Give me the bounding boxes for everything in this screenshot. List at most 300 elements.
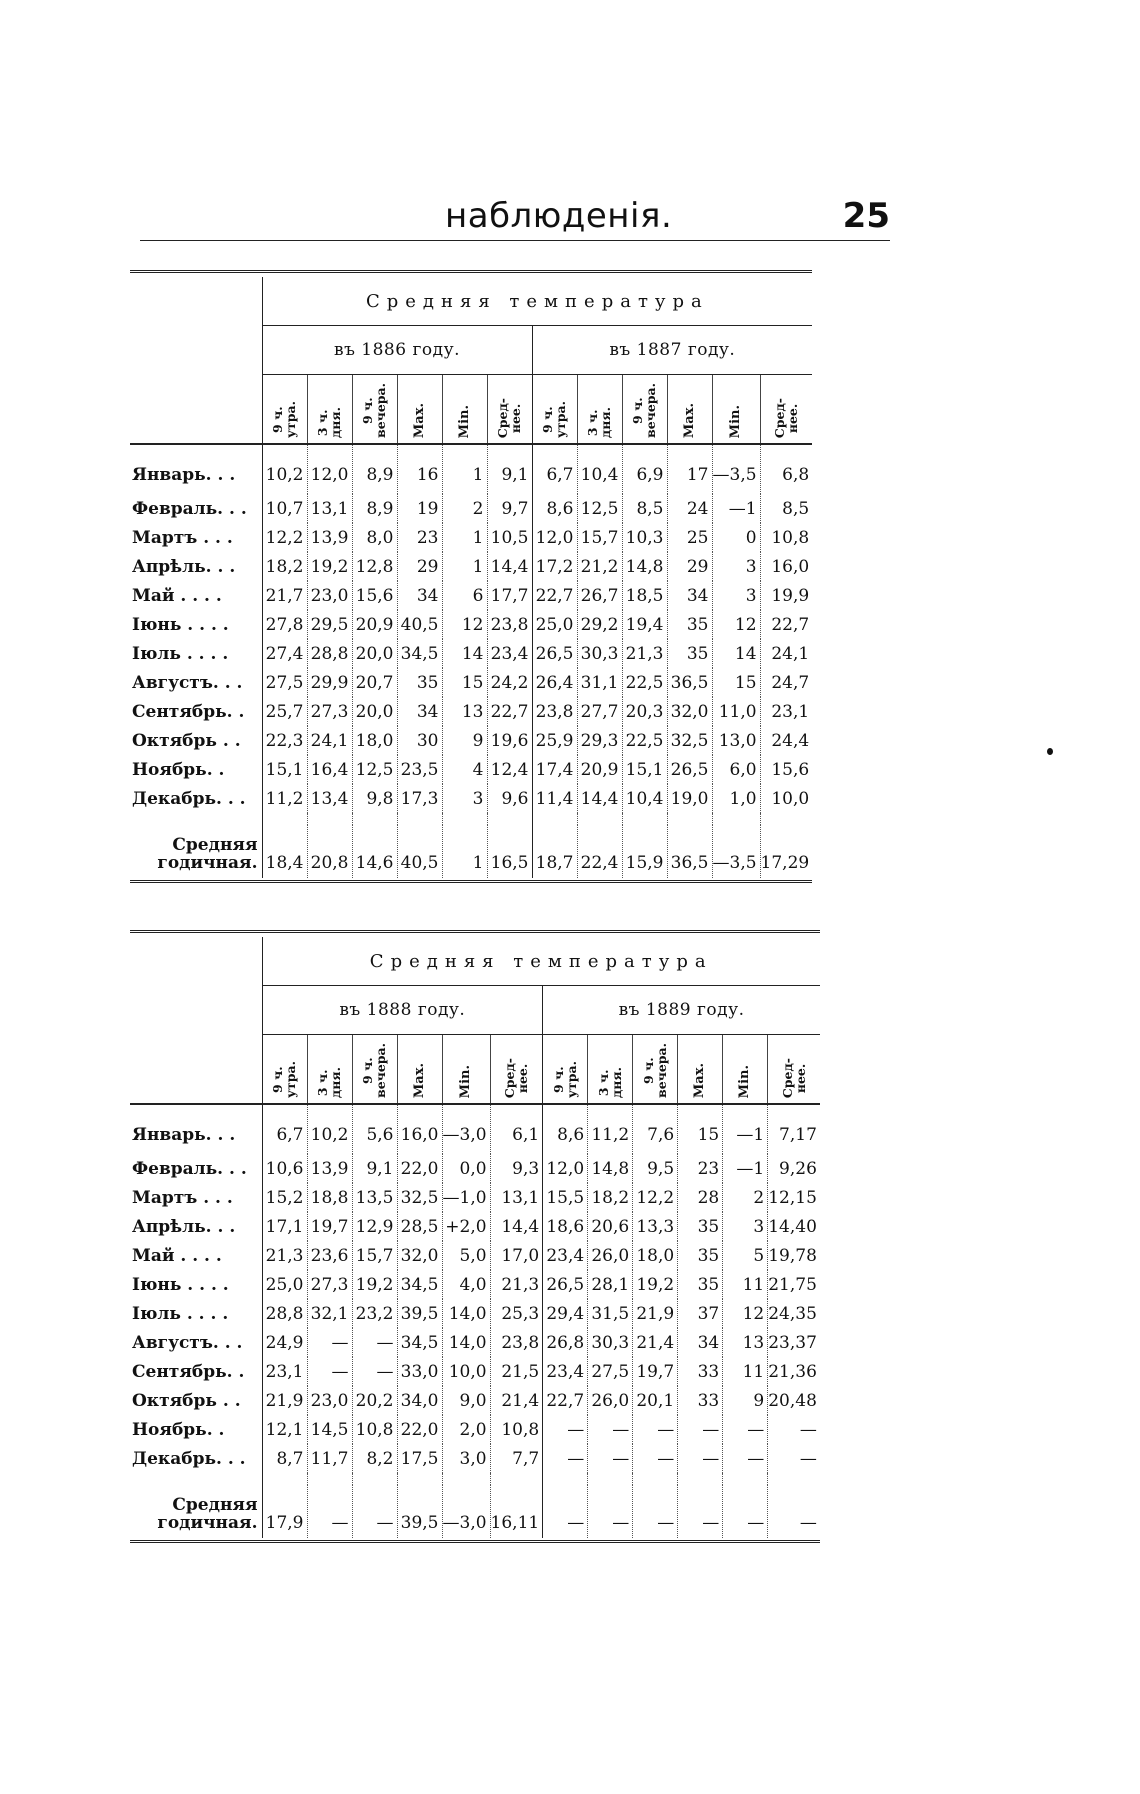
value-cell: 11,2 [262,784,307,813]
value-cell: 24,35 [768,1299,820,1328]
column-header [490,1035,543,1105]
column-header-label: 9 ч. утра. [540,401,569,438]
value-cell: 29,5 [307,610,352,639]
value-cell: 19,78 [768,1241,820,1270]
month-label: Май . . . . [132,585,222,606]
value-cell: 23,4 [543,1357,588,1386]
value-cell: 29 [667,552,712,581]
value-cell: 25,7 [262,697,307,726]
value-cell: 28,8 [307,639,352,668]
gap-cell [532,813,577,825]
month-label: Октябрь . . [132,730,241,751]
value-cell: 10,4 [622,784,667,813]
value-cell: 9,3 [490,1154,543,1183]
value-cell: 25,0 [532,610,577,639]
gap-cell [678,1473,723,1485]
gap-cell [622,813,667,825]
value-cell: 27,3 [307,1270,352,1299]
month-label: Октябрь . . [132,1390,241,1411]
table-row [130,784,812,813]
value-cell: 4 [442,755,487,784]
temperature-table-1888-1889 [130,930,820,1543]
month-label: Мартъ . . . [132,1187,233,1208]
annual-row [130,1485,820,1538]
value-cell: — [543,1444,588,1473]
gap-cell [577,813,622,825]
value-cell: 12,2 [633,1183,678,1212]
value-cell: 31,5 [588,1299,633,1328]
value-cell: — [768,1444,820,1473]
table-title: Средняя температура [262,277,812,326]
table-row [130,1270,820,1299]
value-cell: 18,0 [352,726,397,755]
value-cell: 20,0 [352,697,397,726]
gap-cell [262,1473,307,1485]
value-cell: 10,0 [760,784,812,813]
value-cell: 19,0 [667,784,712,813]
value-cell: 10,8 [352,1415,397,1444]
table-row [130,1299,820,1328]
column-header [678,1035,723,1105]
value-cell: 21,9 [633,1299,678,1328]
value-cell: — [543,1415,588,1444]
value-cell: — [633,1444,678,1473]
column-header [712,375,760,445]
value-cell: 17,1 [262,1212,307,1241]
column-header-label: 9 ч. вечера. [630,383,659,438]
column-header-label: 3 ч. дня. [596,1066,625,1098]
value-cell: 18,6 [543,1212,588,1241]
value-cell: 8,9 [352,444,397,494]
value-cell: 23,0 [307,581,352,610]
value-cell: 22,7 [532,581,577,610]
value-cell: 15 [442,668,487,697]
table-row [130,1154,820,1183]
value-cell: 17,3 [397,784,442,813]
annual-value: — [307,1485,352,1538]
column-header [262,1035,307,1105]
column-header [352,375,397,445]
month-label: Февраль. . . [132,498,247,519]
value-cell: 34 [397,581,442,610]
value-cell: 26,4 [532,668,577,697]
value-cell: — [352,1328,397,1357]
value-cell: 9,6 [487,784,532,813]
table-row [130,444,812,494]
table-row [130,1386,820,1415]
value-cell: 20,48 [768,1386,820,1415]
bottom-rule [130,878,812,882]
value-cell: 27,7 [577,697,622,726]
value-cell: 30,3 [588,1328,633,1357]
gap-cell [352,813,397,825]
month-label: Іюль . . . . [132,643,229,664]
value-cell: 6,7 [532,444,577,494]
value-cell: 23,1 [760,697,812,726]
value-cell: 22,3 [262,726,307,755]
month-label: Апрѣль. . . [132,1216,236,1237]
table-row [130,1444,820,1473]
value-cell: 29 [397,552,442,581]
value-cell: —1 [712,494,760,523]
column-header-label: 9 ч. вечера. [641,1043,670,1098]
value-cell: 13,0 [712,726,760,755]
month-label: Февраль. . . [132,1158,247,1179]
value-cell: 8,6 [543,1104,588,1154]
value-cell: 9 [442,726,487,755]
value-cell: 21,3 [622,639,667,668]
value-cell: 10,6 [262,1154,307,1183]
table-row [130,1415,820,1444]
value-cell: 34,5 [397,1270,442,1299]
month-label: Апрѣль. . . [132,556,236,577]
column-header-label: 9 ч. вечера. [360,1043,389,1098]
value-cell: 20,9 [352,610,397,639]
value-cell: 13 [442,697,487,726]
value-cell: 26,5 [667,755,712,784]
value-cell: 28 [678,1183,723,1212]
header-rule [140,240,890,241]
page-header [140,196,890,246]
column-header-label: Min. [456,404,472,438]
value-cell: 26,7 [577,581,622,610]
gap-cell [490,1473,543,1485]
month-label: Сентябрь. . [132,1361,245,1382]
value-cell: 26,8 [543,1328,588,1357]
header-blank [130,937,262,986]
value-cell: 9,5 [633,1154,678,1183]
value-cell: 21,2 [577,552,622,581]
column-header-label: 9 ч. утра. [270,401,299,438]
value-cell: 18,0 [633,1241,678,1270]
value-cell: 13,3 [633,1212,678,1241]
value-cell: 12,9 [352,1212,397,1241]
value-cell: 13,1 [307,494,352,523]
value-cell: — [307,1357,352,1386]
value-cell: 10,8 [490,1415,543,1444]
value-cell: 30,3 [577,639,622,668]
value-cell: — [678,1415,723,1444]
value-cell: 27,8 [262,610,307,639]
value-cell: — [723,1415,768,1444]
column-header [577,375,622,445]
value-cell: 12 [712,610,760,639]
column-header-label: 9 ч. утра. [551,1061,580,1098]
column-header-label: Сред- нее. [772,397,801,438]
value-cell: 9 [723,1386,768,1415]
column-header [352,1035,397,1105]
gap-cell [397,1473,442,1485]
value-cell: 3 [442,784,487,813]
value-cell: 0,0 [442,1154,490,1183]
value-cell: 19,2 [352,1270,397,1299]
value-cell: 12,5 [577,494,622,523]
value-cell: 3 [712,552,760,581]
value-cell: —1,0 [442,1183,490,1212]
value-cell: 9,8 [352,784,397,813]
annual-value: 39,5 [397,1485,442,1538]
column-header-label: Max. [681,402,697,438]
value-cell: 23,1 [262,1357,307,1386]
value-cell: 27,3 [307,697,352,726]
table-row [130,523,812,552]
value-cell: 18,2 [588,1183,633,1212]
annual-value: 16,5 [487,825,532,878]
value-cell: 10,2 [262,444,307,494]
value-cell: 7,17 [768,1104,820,1154]
value-cell: 23,0 [307,1386,352,1415]
value-cell: 9,1 [487,444,532,494]
value-cell: 10,8 [760,523,812,552]
value-cell: 23 [678,1154,723,1183]
annual-value: 36,5 [667,825,712,878]
value-cell: 15 [712,668,760,697]
table-row [130,726,812,755]
month-label: Августъ. . . [132,1332,243,1353]
value-cell: 21,5 [490,1357,543,1386]
value-cell: 1 [442,523,487,552]
annual-row [130,825,812,878]
table-row [130,1212,820,1241]
value-cell: 9,0 [442,1386,490,1415]
value-cell: 29,2 [577,610,622,639]
gap-cell [130,813,262,825]
gap-cell [442,813,487,825]
annual-value: — [543,1485,588,1538]
value-cell: 5,0 [442,1241,490,1270]
value-cell: 24,7 [760,668,812,697]
value-cell: 2,0 [442,1415,490,1444]
value-cell: 23 [397,523,442,552]
value-cell: 11,2 [588,1104,633,1154]
value-cell: 10,3 [622,523,667,552]
value-cell: 14,5 [307,1415,352,1444]
column-header [667,375,712,445]
column-header [397,1035,442,1105]
year-heading: въ 1889 году. [543,986,820,1035]
value-cell: 32,5 [667,726,712,755]
annual-value: —3,0 [442,1485,490,1538]
page-number: 25 [842,196,890,236]
gap-cell [442,1473,490,1485]
value-cell: 19,9 [760,581,812,610]
value-cell: 14,0 [442,1328,490,1357]
annual-value: — [633,1485,678,1538]
value-cell: 13,9 [307,523,352,552]
column-header [307,1035,352,1105]
gap-cell [130,1473,262,1485]
value-cell: 26,5 [532,639,577,668]
value-cell: 8,7 [262,1444,307,1473]
value-cell: 22,0 [397,1154,442,1183]
value-cell: 21,4 [633,1328,678,1357]
header-blank [130,277,262,326]
annual-value: 1 [442,825,487,878]
annual-label: Средняя годичная. [157,1494,258,1534]
value-cell: 14,4 [487,552,532,581]
value-cell: 10,2 [307,1104,352,1154]
gap-cell [352,1473,397,1485]
value-cell: 20,1 [633,1386,678,1415]
value-cell: 17 [667,444,712,494]
value-cell: 8,0 [352,523,397,552]
annual-value: 15,9 [622,825,667,878]
month-label: Январь. . . [132,464,236,485]
column-header [487,375,532,445]
value-cell: 20,2 [352,1386,397,1415]
value-cell: 17,4 [532,755,577,784]
value-cell: 19 [397,494,442,523]
value-cell: 27,5 [262,668,307,697]
value-cell: 1,0 [712,784,760,813]
column-header [307,375,352,445]
value-cell: 12,5 [352,755,397,784]
value-cell: 4,0 [442,1270,490,1299]
value-cell: 2 [442,494,487,523]
gap-cell [307,1473,352,1485]
value-cell: 23,6 [307,1241,352,1270]
annual-value: —3,5 [712,825,760,878]
gap-cell [768,1473,820,1485]
month-label: Май . . . . [132,1245,222,1266]
value-cell: 28,8 [262,1299,307,1328]
value-cell: 12 [723,1299,768,1328]
year-heading: въ 1886 году. [262,326,532,375]
value-cell: 22,5 [622,668,667,697]
value-cell: — [307,1328,352,1357]
annual-value: — [678,1485,723,1538]
value-cell: 19,6 [487,726,532,755]
month-label: Сентябрь. . [132,701,245,722]
value-cell: 10,7 [262,494,307,523]
month-label: Ноябрь. . [132,759,225,780]
value-cell: 24,2 [487,668,532,697]
value-cell: 24,9 [262,1328,307,1357]
month-label: Декабрь. . . [132,1448,246,1469]
column-header-label: 3 ч. дня. [585,406,614,438]
annual-value: — [352,1485,397,1538]
annual-value: — [588,1485,633,1538]
value-cell: 6 [442,581,487,610]
value-cell: 28,1 [588,1270,633,1299]
value-cell: 12,8 [352,552,397,581]
value-cell: 15,2 [262,1183,307,1212]
value-cell: 10,4 [577,444,622,494]
table-row [130,639,812,668]
value-cell: 29,3 [577,726,622,755]
column-header [532,375,577,445]
value-cell: 6,0 [712,755,760,784]
temperature-table-1886-1887 [130,270,812,883]
value-cell: 23,37 [768,1328,820,1357]
value-cell: 17,2 [532,552,577,581]
value-cell: 27,5 [588,1357,633,1386]
value-cell: 35 [667,610,712,639]
value-cell: 36,5 [667,668,712,697]
value-cell: 17,0 [490,1241,543,1270]
gap-cell [760,813,812,825]
gap-cell [633,1473,678,1485]
month-label: Августъ. . . [132,672,243,693]
value-cell: 19,2 [633,1270,678,1299]
value-cell: 5 [723,1241,768,1270]
value-cell: 24,4 [760,726,812,755]
value-cell: 24 [667,494,712,523]
column-header-label: Max. [692,1062,708,1098]
value-cell: 7,7 [490,1444,543,1473]
value-cell: 25,9 [532,726,577,755]
value-cell: 11,4 [532,784,577,813]
month-label: Іюнь . . . . [132,614,229,635]
table-row [130,1183,820,1212]
value-cell: 22,5 [622,726,667,755]
table-row [130,552,812,581]
gap-cell [723,1473,768,1485]
value-cell: 12,0 [543,1154,588,1183]
value-cell: 6,1 [490,1104,543,1154]
value-cell: 19,4 [622,610,667,639]
column-header-label: Max. [411,402,427,438]
month-label: Декабрь. . . [132,788,246,809]
value-cell: 37 [678,1299,723,1328]
value-cell: 15 [678,1104,723,1154]
value-cell: 21,3 [490,1270,543,1299]
month-label: Іюль . . . . [132,1303,229,1324]
value-cell: 10,5 [487,523,532,552]
value-cell: 12,0 [532,523,577,552]
value-cell: 30 [397,726,442,755]
value-cell: 25 [667,523,712,552]
header-blank [130,1035,262,1105]
value-cell: —1 [723,1104,768,1154]
value-cell: 12,4 [487,755,532,784]
value-cell: 32,1 [307,1299,352,1328]
value-cell: —3,5 [712,444,760,494]
value-cell: 15,7 [352,1241,397,1270]
value-cell: 19,7 [633,1357,678,1386]
value-cell: 20,0 [352,639,397,668]
column-header [723,1035,768,1105]
value-cell: 19,2 [307,552,352,581]
value-cell: 24,1 [307,726,352,755]
value-cell: 1 [442,444,487,494]
value-cell: 39,5 [397,1299,442,1328]
value-cell: 7,6 [633,1104,678,1154]
annual-label: Средняя годичная. [157,834,258,874]
value-cell: 11 [723,1357,768,1386]
table-row [130,581,812,610]
value-cell: 15,1 [622,755,667,784]
value-cell: 14 [712,639,760,668]
value-cell: 27,4 [262,639,307,668]
value-cell: 23,4 [543,1241,588,1270]
bottom-rule [130,1538,820,1542]
table-row [130,610,812,639]
value-cell: 9,1 [352,1154,397,1183]
value-cell: 26,5 [543,1270,588,1299]
column-header-label: 3 ч. дня. [315,1066,344,1098]
value-cell: 33 [678,1386,723,1415]
value-cell: — [633,1415,678,1444]
gap-cell [307,813,352,825]
value-cell: 8,9 [352,494,397,523]
value-cell: 12 [442,610,487,639]
value-cell: 12,1 [262,1415,307,1444]
value-cell: 32,5 [397,1183,442,1212]
column-header-label: Min. [737,1064,753,1098]
month-label: Іюнь . . . . [132,1274,229,1295]
column-header [262,375,307,445]
